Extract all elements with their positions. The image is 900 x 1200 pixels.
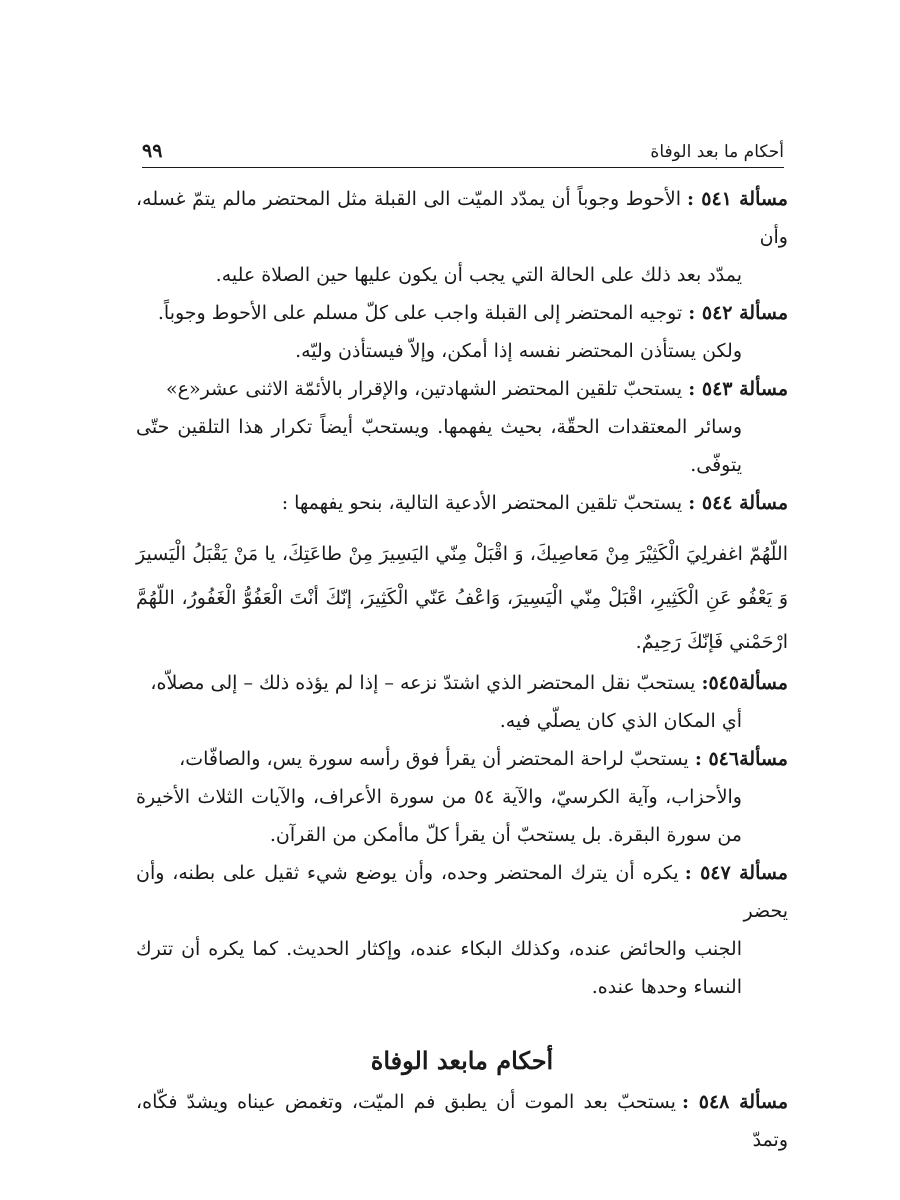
issue-label: مسألة ٥٤٧ : — [684, 862, 788, 884]
page-number: ٩٩ — [142, 140, 163, 162]
issue-continuation: وسائر المعتقدات الحقّة، بحيث يفهمها. ويستحبّ أيضاً تكرار هذا التلقين حتّى يتوفّى. — [136, 416, 742, 476]
header-divider — [142, 167, 784, 168]
issue-label: مسألة ٥٤٢ : — [688, 302, 788, 324]
issue-text: يكره أن يترك المحتضر وحده، وأن يوضع شيء ثقيل على بطنه، وأن يحضر — [136, 862, 788, 922]
issue-continuation: يمدّد بعد ذلك على الحالة التي يجب أن يكون عليها حين الصلاة عليه. — [215, 264, 742, 286]
page-header — [142, 138, 784, 168]
issue-text: يستحبّ تلقين المحتضر الأدعية التالية، بنحو يفهمها : — [281, 492, 683, 514]
issue-label: مسألة٥٤٥: — [701, 672, 788, 694]
issue-text: يستحبّ تلقين المحتضر الشهادتين، والإقرار بالأئمّة الاثنى عشر«ع» — [165, 378, 683, 400]
issue-label: مسألة ٥٤٨ : — [681, 1091, 789, 1113]
running-title: أحكام ما بعد الوفاة — [650, 142, 784, 162]
issue-label: مسألة ٥٤٤ : — [688, 492, 788, 514]
issue-continuation: ولكن يستأذن المحتضر نفسه إذا أمكن، وإلاّ فيستأذن وليّه. — [295, 340, 742, 362]
issue-542 — [136, 294, 788, 370]
issue-continuation: أي المكان الذي كان يصلّي فيه. — [499, 710, 742, 732]
issue-text: الأحوط وجوباً أن يمدّد الميّت الى القبلة مثل المحتضر مالم يتمّ غسله، وأن — [136, 188, 788, 248]
issue-text: توجيه المحتضر إلى القبلة واجب على كلّ مسلم على الأحوط وجوباً. — [157, 302, 683, 324]
issue-544 — [136, 484, 788, 522]
issue-text: يستحبّ نقل المحتضر الذي اشتدّ نزعه – إذا لم يؤذه ذلك – إلى مصلاّه، — [150, 672, 696, 694]
issue-label: مسألة ٥٤٣ : — [688, 378, 788, 400]
issue-545 — [136, 664, 788, 740]
issue-548 — [136, 1083, 788, 1159]
issue-547 — [136, 854, 788, 1006]
issue-text: يستحبّ لراحة المحتضر أن يقرأ فوق رأسه سورة يس، والصافّات، — [179, 748, 689, 770]
issue-541 — [136, 180, 788, 294]
page-content — [136, 180, 788, 1159]
issue-continuation: الجنب والحائض عنده، وكذلك البكاء عنده، وإكثار الحديث. كما يكره أن تترك النساء وحدها عنده. — [136, 938, 742, 998]
issue-546 — [136, 740, 788, 854]
issue-label: مسألة ٥٤١ : — [687, 188, 788, 210]
section-heading: أحكام مابعد الوفاة — [370, 1046, 554, 1075]
issue-label: مسألة٥٤٦ : — [694, 748, 788, 770]
issue-text: يستحبّ بعد الموت أن يطبق فم الميّت، وتغمض عيناه ويشدّ فكّاه، وتمدّ — [136, 1091, 788, 1151]
issue-continuation: والأحزاب، وآية الكرسيّ، والآية ٥٤ من سورة الأعراف، والآيات الثلاث الأخيرة من سورة البقرة. بل يستحبّ أن يقرأ كلّ ماأمكن من القرآن. — [136, 786, 742, 846]
dua-text: اللّهُمّ اغفرلِيَ الْكَثِيْرَ مِنْ مَعاصِيكَ، وَ اقْبَلْ مِنّي اليَسِيرَ مِنْ طاعَتِكَ، يا مَنْ يَقْبَلُ الْيَسيرَ وَ يَعْفُو عَنِ الْكَثِيرِ، اقْبَلْ مِنّي الْيَسِيرَ، وَاعْفُ عَنّي الْكَثِيرَ، إنّكَ أنْتَ الْعَفُوُّ الْغَفُورُ، اللّهُمَّ ارْحَمْني فَإنّكَ رَحِيمٌ. — [136, 543, 788, 653]
issue-543 — [136, 370, 788, 484]
